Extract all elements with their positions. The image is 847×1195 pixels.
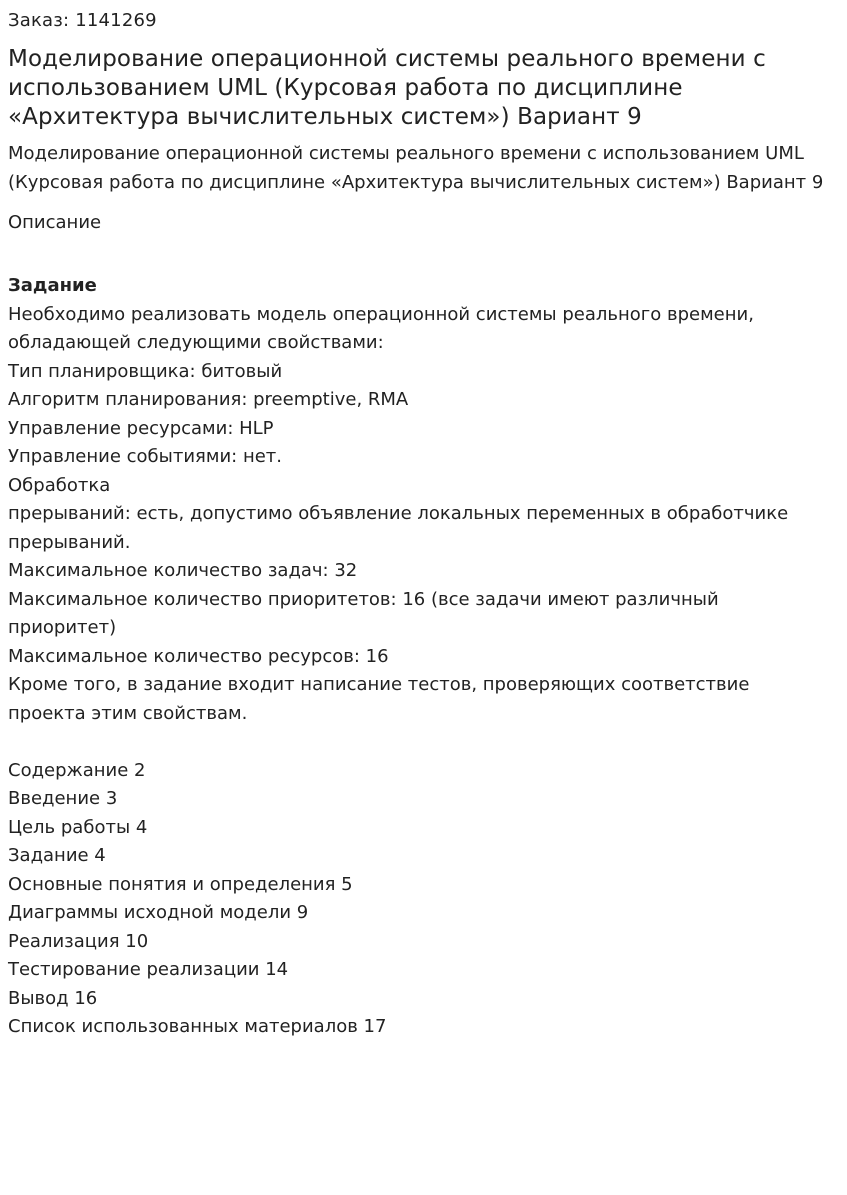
- toc-item: Диаграммы исходной модели 9: [8, 902, 309, 923]
- toc-item: Основные понятия и определения 5: [8, 873, 353, 895]
- task-line: прерываний: есть, допустимо объявление локальных переменных в обработчике: [8, 503, 789, 524]
- task-line: Тип планировщика: битовый: [8, 360, 283, 382]
- task-line: Обработка: [8, 474, 111, 496]
- task-line: прерываний.: [8, 531, 131, 553]
- task-line: Максимальное количество задач: 32: [8, 560, 358, 581]
- task-line: Управление ресурсами: HLP: [8, 417, 274, 439]
- toc-item: Список использованных материалов 17: [8, 1016, 387, 1037]
- toc-item: Содержание 2: [8, 759, 146, 781]
- blank-line: [8, 728, 839, 757]
- task-line: проекта этим свойствам.: [8, 702, 248, 724]
- task-line: Необходимо реализовать модель операционной системы реального времени,: [8, 303, 754, 325]
- toc-item: Реализация 10: [8, 930, 149, 952]
- task-line: Управление событиями: нет.: [8, 446, 282, 467]
- task-line: обладающей следующими свойствами:: [8, 332, 384, 353]
- task-line: Максимальное количество ресурсов: 16: [8, 645, 389, 667]
- document-title: Моделирование операционной системы реального времени с использованием UML (Курсовая работа по дисциплине «Архитектура вычислительных систем») Вариант 9: [8, 46, 766, 130]
- toc-item: Тестирование реализации 14: [8, 959, 289, 980]
- task-heading: Задание: [8, 275, 97, 296]
- toc-item: Введение 3: [8, 788, 118, 809]
- document-body: [8, 272, 839, 1042]
- toc-item: Вывод 16: [8, 987, 98, 1009]
- toc-item: Задание 4: [8, 845, 106, 866]
- description-label: Описание: [8, 212, 102, 233]
- order-number: Заказ: 1141269: [8, 10, 157, 31]
- task-line: приоритет): [8, 617, 117, 638]
- task-line: Кроме того, в задание входит написание тестов, проверяющих соответствие: [8, 674, 750, 695]
- task-line: Максимальное количество приоритетов: 16 (все задачи имеют различный: [8, 588, 719, 610]
- toc-item: Цель работы 4: [8, 816, 148, 838]
- task-line: Алгоритм планирования: preemptive, RMA: [8, 389, 409, 410]
- document-subtitle: Моделирование операционной системы реального времени с использованием UML (Курсовая работа по дисциплине «Архитектура вычислительных систем») Вариант 9: [8, 143, 824, 193]
